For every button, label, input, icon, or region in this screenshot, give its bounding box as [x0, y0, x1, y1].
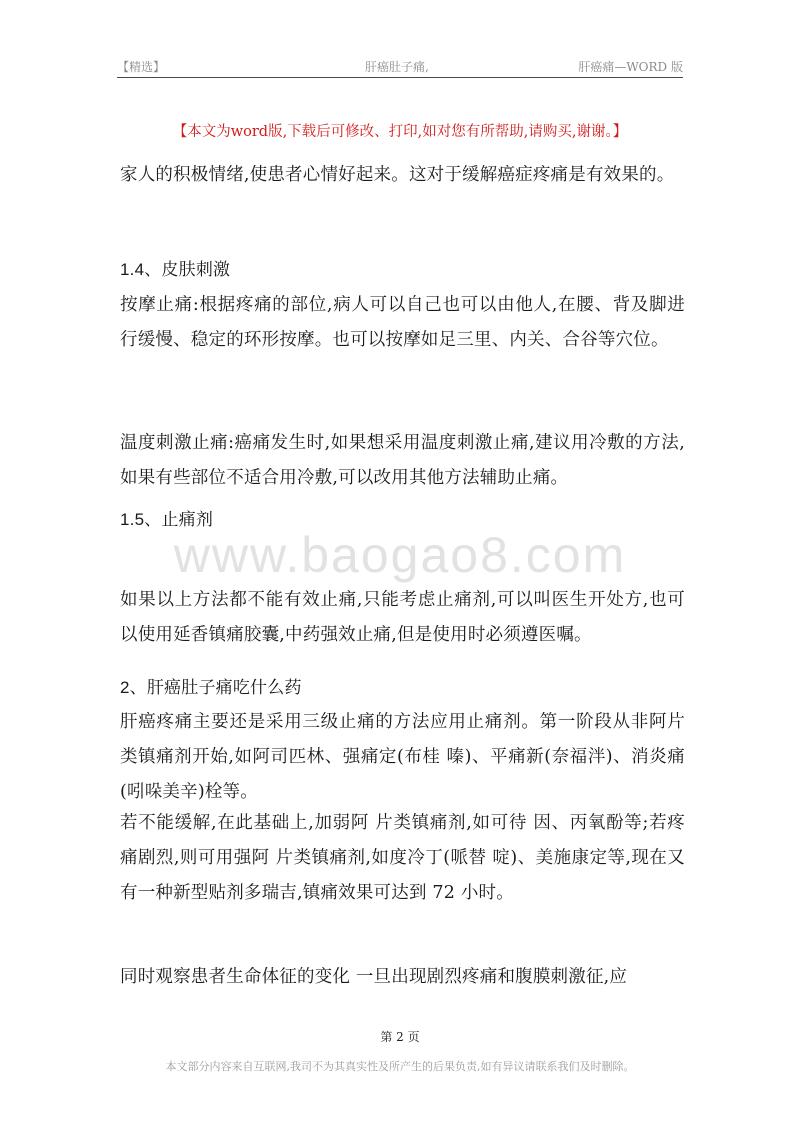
section-heading: 2、肝癌肚子痛吃什么药: [120, 678, 302, 697]
page-number: 第 2 页: [380, 1030, 420, 1044]
paragraph: 肝癌疼痛主要还是采用三级止痛的方法应用止痛剂。第一阶段从非阿片类镇痛剂开始,如阿司匹林、强痛定(布桂 嗪)、平痛新(奈福泮)、消炎痛(吲哚美辛)栓等。: [120, 712, 685, 802]
page-header: [117, 58, 683, 78]
download-notice: 【本文为word版,下载后可修改、打印,如对您有所帮助,请购买,谢谢。】: [172, 124, 628, 140]
watermark: www.baogao8.com: [173, 527, 627, 583]
paragraph: 按摩止痛:根据疼痛的部位,病人可以自己也可以由他人,在腰、背及脚进行缓慢、稳定的环形按摩。也可以按摩如足三里、内关、合谷等穴位。: [120, 295, 685, 350]
header-center: 肝癌肚子痛,: [365, 60, 429, 74]
paragraph: 家人的积极情绪,使患者心情好起来。这对于缓解癌症疼痛是有效果的。: [120, 165, 675, 185]
paragraph: 若不能缓解,在此基础上,加弱阿 片类镇痛剂,如可待 因、丙氧酚等;若疼痛剧烈,则可用强阿 片类镇痛剂,如度冷丁(哌替 啶)、美施康定等,现在又有一种新型贴剂多瑞吉,镇痛效果可达到 72 小时。: [120, 813, 685, 903]
paragraph: 如果以上方法都不能有效止痛,只能考虑止痛剂,可以叫医生开处方,也可以使用延香镇痛胶囊,中药强效止痛,但是使用时必须遵医嘱。: [120, 590, 685, 645]
section-heading: 1.5、止痛剂: [120, 510, 214, 529]
header-right: 肝癌痛—WORD 版: [578, 60, 683, 74]
paragraph: 温度刺激止痛:癌痛发生时,如果想采用温度刺激止痛,建议用冷敷的方法,如果有些部位不适合用冷敷,可以改用其他方法辅助止痛。: [120, 433, 685, 488]
header-left: 【精选】: [117, 60, 166, 74]
paragraph: 同时观察患者生命体征的变化 一旦出现剧烈疼痛和腹膜刺激征,应: [120, 967, 628, 987]
page-footer: 本文部分内容来自互联网,我司不为其真实性及所产生的后果负责,如有异议请联系我们及时删除。: [165, 1060, 635, 1073]
header-divider: [117, 77, 683, 78]
section-heading: 1.4、皮肤刺激: [120, 260, 231, 279]
